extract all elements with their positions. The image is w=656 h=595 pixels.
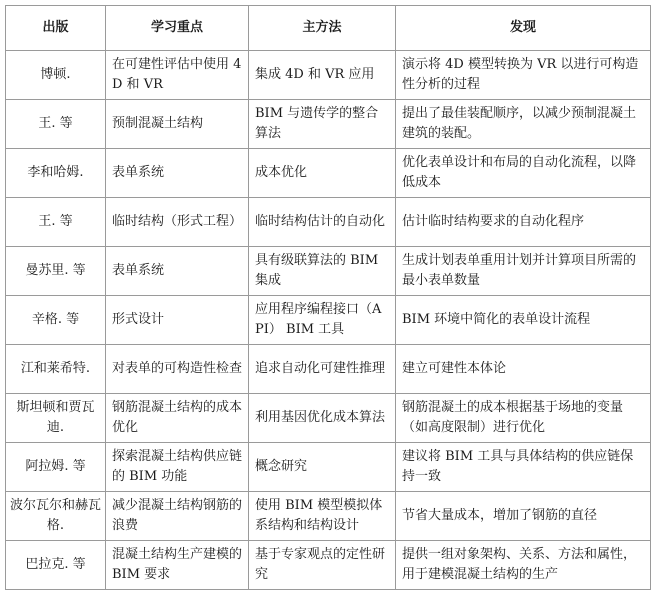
cell-publication: 王. 等 — [6, 100, 106, 149]
cell-findings: 节省大量成本，增加了钢筋的直径 — [396, 492, 651, 541]
table-row — [6, 541, 651, 590]
cell-study-focus: 混凝土结构生产建模的 BIM 要求 — [106, 541, 249, 590]
cell-findings: 提出了最佳装配顺序，以减少预制混凝土建筑的装配。 — [396, 100, 651, 149]
cell-publication: 辛格. 等 — [6, 296, 106, 345]
cell-main-method: 利用基因优化成本算法 — [249, 394, 396, 443]
cell-publication: 斯坦顿和贾瓦迪. — [6, 394, 106, 443]
cell-main-method: 基于专家观点的定性研究 — [249, 541, 396, 590]
table-row — [6, 100, 651, 149]
cell-main-method: 集成 4D 和 VR 应用 — [249, 51, 396, 100]
cell-findings: 提供一组对象架构、关系、方法和属性，用于建模混凝土结构的生产 — [396, 541, 651, 590]
table-row — [6, 443, 651, 492]
table-row — [6, 51, 651, 100]
publications-table — [5, 5, 651, 590]
cell-study-focus: 临时结构（形式工程） — [106, 198, 249, 247]
table-row — [6, 492, 651, 541]
cell-study-focus: 表单系统 — [106, 247, 249, 296]
cell-findings: 建议将 BIM 工具与具体结构的供应链保持一致 — [396, 443, 651, 492]
cell-study-focus: 表单系统 — [106, 149, 249, 198]
cell-publication: 阿拉姆. 等 — [6, 443, 106, 492]
cell-study-focus: 探索混凝土结构供应链的 BIM 功能 — [106, 443, 249, 492]
cell-study-focus: 在可建性评估中使用 4D 和 VR — [106, 51, 249, 100]
cell-findings: BIM 环境中简化的表单设计流程 — [396, 296, 651, 345]
header-study-focus: 学习重点 — [106, 6, 249, 51]
cell-main-method: 追求自动化可建性推理 — [249, 345, 396, 394]
cell-publication: 江和莱希特. — [6, 345, 106, 394]
cell-study-focus: 钢筋混凝土结构的成本优化 — [106, 394, 249, 443]
cell-main-method: 概念研究 — [249, 443, 396, 492]
publications-table-container — [5, 5, 650, 590]
table-row — [6, 345, 651, 394]
table-row — [6, 296, 651, 345]
cell-study-focus: 对表单的可构造性检查 — [106, 345, 249, 394]
table-row — [6, 198, 651, 247]
cell-findings: 建立可建性本体论 — [396, 345, 651, 394]
cell-main-method: BIM 与遗传学的整合算法 — [249, 100, 396, 149]
cell-study-focus: 形式设计 — [106, 296, 249, 345]
cell-findings: 钢筋混凝土的成本根据基于场地的变量（如高度限制）进行优化 — [396, 394, 651, 443]
cell-findings: 优化表单设计和布局的自动化流程，以降低成本 — [396, 149, 651, 198]
table-row — [6, 247, 651, 296]
cell-study-focus: 预制混凝土结构 — [106, 100, 249, 149]
cell-publication: 李和哈姆. — [6, 149, 106, 198]
cell-publication: 博顿. — [6, 51, 106, 100]
cell-publication: 巴拉克. 等 — [6, 541, 106, 590]
header-findings: 发现 — [396, 6, 651, 51]
cell-main-method: 具有级联算法的 BIM 集成 — [249, 247, 396, 296]
table-header-row — [6, 6, 651, 51]
cell-study-focus: 减少混凝土结构钢筋的浪费 — [106, 492, 249, 541]
cell-main-method: 应用程序编程接口（API） BIM 工具 — [249, 296, 396, 345]
cell-findings: 生成计划表单重用计划并计算项目所需的最小表单数量 — [396, 247, 651, 296]
cell-findings: 演示将 4D 模型转换为 VR 以进行可构造性分析的过程 — [396, 51, 651, 100]
cell-publication: 波尔瓦尔和赫瓦格. — [6, 492, 106, 541]
table-row — [6, 394, 651, 443]
cell-findings: 估计临时结构要求的自动化程序 — [396, 198, 651, 247]
header-main-method: 主方法 — [249, 6, 396, 51]
table-row — [6, 149, 651, 198]
cell-main-method: 临时结构估计的自动化 — [249, 198, 396, 247]
cell-main-method: 使用 BIM 模型模拟体系结构和结构设计 — [249, 492, 396, 541]
cell-publication: 王. 等 — [6, 198, 106, 247]
cell-main-method: 成本优化 — [249, 149, 396, 198]
cell-publication: 曼苏里. 等 — [6, 247, 106, 296]
header-publication: 出版 — [6, 6, 106, 51]
